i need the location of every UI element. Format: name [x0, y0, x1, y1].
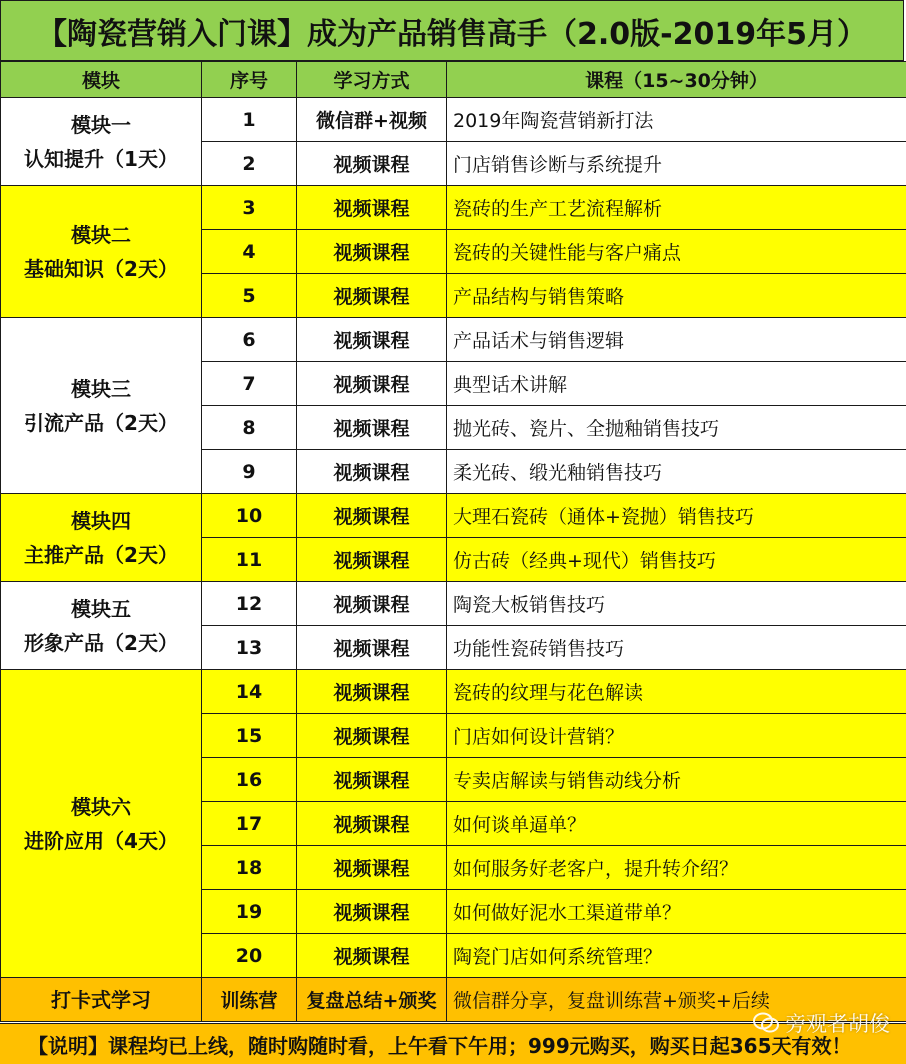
course-table: [0, 61, 906, 1022]
study-method: 视频课程: [297, 934, 447, 978]
header-number: 序号: [202, 62, 297, 98]
study-method: 视频课程: [297, 670, 447, 714]
course-title: 门店如何设计营销？: [447, 714, 906, 758]
course-title: 瓷砖的纹理与花色解读: [447, 670, 906, 714]
course-title: 功能性瓷砖销售技巧: [447, 626, 906, 670]
course-title: 瓷砖的生产工艺流程解析: [447, 186, 906, 230]
course-title: 门店销售诊断与系统提升: [447, 142, 906, 186]
lesson-number: 13: [202, 626, 297, 670]
header-study-method: 学习方式: [297, 62, 447, 98]
module-cell: [1, 670, 202, 978]
course-title: 陶瓷门店如何系统管理？: [447, 934, 906, 978]
lesson-number: 1: [202, 98, 297, 142]
table-row: [1, 582, 906, 626]
module-name: 模块一: [71, 112, 131, 137]
study-method: 视频课程: [297, 142, 447, 186]
lesson-number: 15: [202, 714, 297, 758]
watermark: [753, 1008, 890, 1038]
table-row: [1, 98, 906, 142]
study-method: 视频课程: [297, 802, 447, 846]
study-method: 视频课程: [297, 186, 447, 230]
lesson-number: 17: [202, 802, 297, 846]
lesson-number: 14: [202, 670, 297, 714]
header-course: 课程（15~30分钟）: [447, 62, 906, 98]
header-module: 模块: [1, 62, 202, 98]
module-subtitle: 主推产品（2天）: [24, 542, 178, 567]
course-title: 如何做好泥水工渠道带单？: [447, 890, 906, 934]
study-method: 视频课程: [297, 318, 447, 362]
lesson-number: 18: [202, 846, 297, 890]
lesson-number: 20: [202, 934, 297, 978]
module-cell: [1, 582, 202, 670]
module-cell: [1, 98, 202, 186]
study-method: 视频课程: [297, 626, 447, 670]
study-method: 视频课程: [297, 274, 447, 318]
table-row: [1, 186, 906, 230]
lesson-number: 7: [202, 362, 297, 406]
course-title: 陶瓷大板销售技巧: [447, 582, 906, 626]
module-subtitle: 引流产品（2天）: [24, 410, 178, 435]
study-method: 视频课程: [297, 362, 447, 406]
watermark-text: 旁观者胡俊: [785, 1012, 890, 1036]
lesson-number: 19: [202, 890, 297, 934]
module-name: 模块六: [71, 794, 131, 819]
module-name: 模块四: [71, 508, 131, 533]
study-method: 视频课程: [297, 890, 447, 934]
module-name: 模块二: [71, 222, 131, 247]
lesson-number: 16: [202, 758, 297, 802]
module-subtitle: 进阶应用（4天）: [24, 828, 178, 853]
study-method: 视频课程: [297, 538, 447, 582]
module-cell: [1, 186, 202, 318]
lesson-number: 12: [202, 582, 297, 626]
module-name: 模块三: [71, 376, 131, 401]
module-subtitle: 形象产品（2天）: [24, 630, 178, 655]
camp-course: 微信群分享，复盘训练营+颁奖+后续: [447, 978, 906, 1022]
course-title: 专卖店解读与销售动线分析: [447, 758, 906, 802]
study-method: 视频课程: [297, 450, 447, 494]
lesson-number: 2: [202, 142, 297, 186]
study-method: 视频课程: [297, 494, 447, 538]
course-title: 如何谈单逼单？: [447, 802, 906, 846]
course-title: 如何服务好老客户，提升转介绍？: [447, 846, 906, 890]
course-title: 产品结构与销售策略: [447, 274, 906, 318]
lesson-number: 9: [202, 450, 297, 494]
study-method: 视频课程: [297, 714, 447, 758]
module-cell: [1, 494, 202, 582]
header-row: [1, 62, 906, 98]
table-row: [1, 318, 906, 362]
course-title: 仿古砖（经典+现代）销售技巧: [447, 538, 906, 582]
module-cell: [1, 318, 202, 494]
lesson-number: 4: [202, 230, 297, 274]
lesson-number: 6: [202, 318, 297, 362]
wechat-icon: [753, 1012, 779, 1034]
module-name: 模块五: [71, 596, 131, 621]
study-method: 视频课程: [297, 406, 447, 450]
course-title: 瓷砖的关键性能与客户痛点: [447, 230, 906, 274]
study-method: 视频课程: [297, 582, 447, 626]
course-title: 柔光砖、缎光釉销售技巧: [447, 450, 906, 494]
study-method: 视频课程: [297, 230, 447, 274]
table-row: [1, 494, 906, 538]
course-title: 大理石瓷砖（通体+瓷抛）销售技巧: [447, 494, 906, 538]
module-subtitle: 基础知识（2天）: [24, 256, 178, 281]
camp-method: 复盘总结+颁奖: [297, 978, 447, 1022]
camp-module: 打卡式学习: [1, 978, 202, 1022]
study-method: 视频课程: [297, 758, 447, 802]
lesson-number: 8: [202, 406, 297, 450]
lesson-number: 5: [202, 274, 297, 318]
course-title: 2019年陶瓷营销新打法: [447, 98, 906, 142]
page-title: 【陶瓷营销入门课】成为产品销售高手（2.0版-2019年5月）: [0, 0, 904, 61]
table-row: [1, 670, 906, 714]
note-bar: 【说明】课程均已上线，随时购随时看，上午看下午用；999元购买，购买日起365天有效！: [0, 1023, 906, 1064]
module-subtitle: 认知提升（1天）: [24, 146, 178, 171]
study-method: 视频课程: [297, 846, 447, 890]
lesson-number: 10: [202, 494, 297, 538]
course-title: 产品话术与销售逻辑: [447, 318, 906, 362]
lesson-number: 11: [202, 538, 297, 582]
course-title: 抛光砖、瓷片、全抛釉销售技巧: [447, 406, 906, 450]
camp-label: 训练营: [202, 978, 297, 1022]
course-title: 典型话术讲解: [447, 362, 906, 406]
study-method: 微信群+视频: [297, 98, 447, 142]
lesson-number: 3: [202, 186, 297, 230]
